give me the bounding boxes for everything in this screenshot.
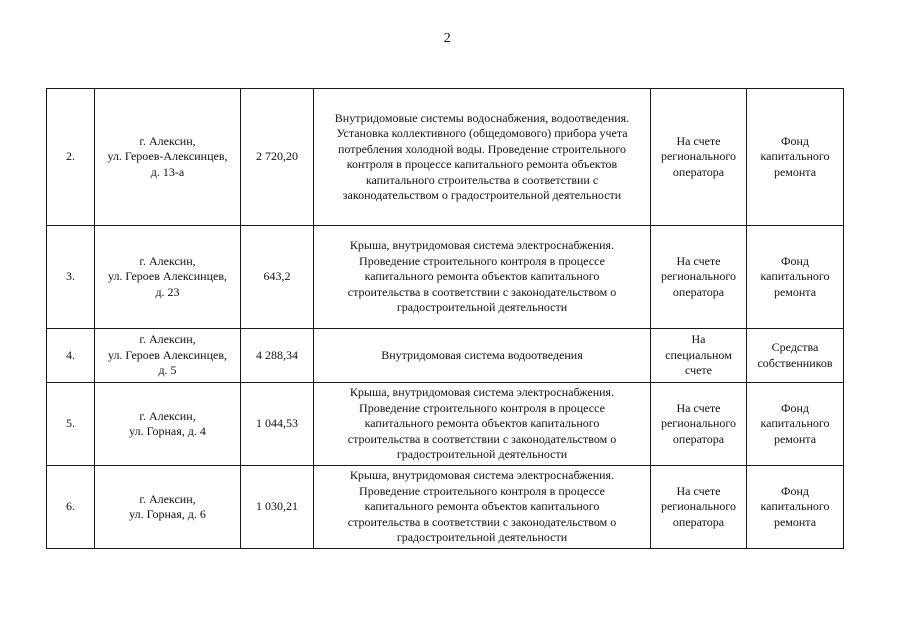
- works-line: градостроительной деятельности: [396, 300, 568, 315]
- address-line: ул. Героев Алексинцев,: [107, 347, 228, 362]
- works-cell: [314, 89, 651, 226]
- address-cell: [95, 89, 241, 226]
- address-cell: [95, 466, 241, 549]
- funding-source-line: Фонд: [780, 253, 809, 268]
- works-line: Проведение строительного контроля в процессе: [359, 483, 605, 498]
- address-line: г. Алексин,: [139, 253, 196, 268]
- works-cell: [314, 383, 651, 466]
- account-line: регионального: [660, 149, 737, 164]
- account-line: На счете: [676, 400, 721, 415]
- area-cell: 643,2: [241, 226, 314, 329]
- table-row: [47, 466, 844, 549]
- funding-source-cell: [747, 466, 844, 549]
- table-row: [47, 329, 844, 383]
- address-line: ул. Горная, д. 6: [129, 507, 206, 521]
- row-number-cell: 2.: [47, 89, 95, 226]
- address-cell: [95, 226, 241, 329]
- account-line: оператора: [672, 284, 725, 299]
- works-line: Внутридомовые системы водоснабжения, водоотведения.: [334, 110, 630, 125]
- works-line: строительства в соответствии с законодательством о: [347, 431, 617, 446]
- works-line: Проведение строительного контроля в процессе: [359, 400, 605, 415]
- funding-source-line: капитального: [760, 499, 830, 514]
- page-number: 2: [443, 31, 452, 46]
- repair-program-table: [46, 88, 844, 549]
- row-number-cell: 5.: [47, 383, 95, 466]
- funding-source-line: Фонд: [780, 133, 809, 148]
- account-line: регионального: [660, 416, 737, 431]
- works-line: законодательством о градостроительной деятельности: [342, 188, 622, 202]
- funding-source-line: ремонта: [773, 431, 817, 446]
- account-line: На счете: [676, 133, 721, 148]
- funding-source-line: ремонта: [773, 284, 817, 299]
- table-row: [47, 89, 844, 226]
- address-line: ул. Героев Алексинцев,: [107, 269, 228, 284]
- funding-source-line: ремонта: [773, 164, 817, 179]
- funding-source-cell: [747, 226, 844, 329]
- account-line: регионального: [660, 269, 737, 284]
- funding-source-cell: [747, 383, 844, 466]
- account-line: регионального: [660, 499, 737, 514]
- account-line: оператора: [672, 431, 725, 446]
- row-number-cell: 4.: [47, 329, 95, 383]
- address-line: г. Алексин,: [139, 332, 196, 347]
- account-cell: [651, 466, 747, 549]
- address-line: ул. Героев-Алексинцев,: [107, 149, 228, 164]
- account-line: оператора: [672, 164, 725, 179]
- account-line: На счете: [676, 253, 721, 268]
- address-cell: [95, 383, 241, 466]
- works-line: строительства в соответствии с законодательством о: [347, 284, 617, 299]
- funding-source-cell: [747, 89, 844, 226]
- area-cell: 2 720,20: [241, 89, 314, 226]
- row-number-cell: 6.: [47, 466, 95, 549]
- works-line: Крыша, внутридомовая система электроснабжения.: [349, 468, 615, 483]
- funding-source-line: собственников: [757, 355, 833, 370]
- table-row: [47, 226, 844, 329]
- account-line: специальном: [665, 347, 732, 362]
- address-line: д. 13-а: [150, 164, 185, 179]
- account-line: оператора: [672, 514, 725, 529]
- address-line: г. Алексин,: [139, 491, 196, 506]
- works-line: капитального ремонта объектов капитального: [364, 416, 600, 431]
- funding-source-line: Средства: [771, 340, 819, 354]
- works-cell: [314, 466, 651, 549]
- works-line: капитального строительства в соответствии с: [365, 172, 599, 187]
- works-line: контроля в процессе капитального ремонта объектов: [346, 157, 618, 171]
- funding-source-line: ремонта: [773, 514, 817, 529]
- funding-source-cell: [747, 329, 844, 383]
- account-line: На: [691, 332, 706, 347]
- account-line: На счете: [676, 483, 721, 498]
- works-line: Крыша, внутридомовая система электроснабжения.: [349, 238, 615, 253]
- row-number-cell: 3.: [47, 226, 95, 329]
- area-cell: 1 044,53: [241, 383, 314, 466]
- works-line: Установка коллективного (общедомового) прибора учета: [336, 126, 628, 140]
- works-line: градостроительной деятельности: [396, 530, 568, 545]
- account-cell: [651, 383, 747, 466]
- address-line: г. Алексин,: [139, 408, 196, 423]
- funding-source-line: Фонд: [780, 483, 809, 498]
- area-cell: 1 030,21: [241, 466, 314, 549]
- address-line: д. 23: [155, 284, 180, 299]
- works-line: строительства в соответствии с законодательством о: [347, 514, 617, 529]
- works-cell: [314, 329, 651, 383]
- address-line: г. Алексин,: [139, 133, 196, 148]
- account-line: счете: [684, 363, 713, 378]
- works-line: Крыша, внутридомовая система электроснабжения.: [349, 385, 615, 400]
- address-cell: [95, 329, 241, 383]
- address-line: ул. Горная, д. 4: [129, 424, 206, 438]
- funding-source-line: капитального: [760, 269, 830, 284]
- account-cell: [651, 89, 747, 226]
- funding-source-line: Фонд: [780, 400, 809, 415]
- funding-source-line: капитального: [760, 416, 830, 431]
- account-cell: [651, 226, 747, 329]
- works-line: Проведение строительного контроля в процессе: [359, 253, 605, 268]
- works-line: капитального ремонта объектов капитального: [364, 499, 600, 514]
- works-cell: [314, 226, 651, 329]
- works-line: Внутридомовая система водоотведения: [381, 347, 583, 362]
- works-line: градостроительной деятельности: [396, 447, 568, 462]
- account-cell: [651, 329, 747, 383]
- works-line: потребления холодной воды. Проведение строительного: [337, 141, 627, 156]
- funding-source-line: капитального: [760, 149, 830, 164]
- area-cell: 4 288,34: [241, 329, 314, 383]
- table-row: [47, 383, 844, 466]
- address-line: д. 5: [158, 363, 177, 378]
- works-line: капитального ремонта объектов капитального: [364, 269, 600, 284]
